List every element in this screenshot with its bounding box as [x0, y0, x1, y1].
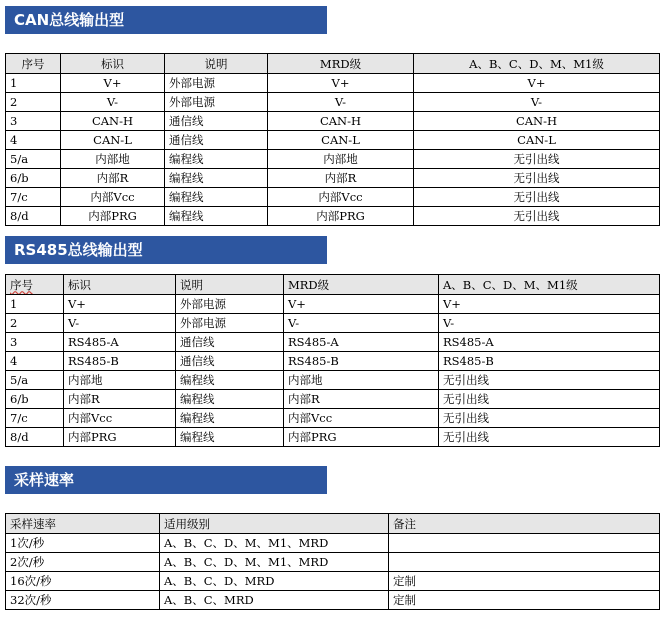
table-cell: 1次/秒: [6, 534, 160, 553]
header-cell: 序号: [6, 54, 61, 74]
table-cell: 内部PRG: [61, 207, 165, 226]
table-header-row: [6, 275, 660, 295]
header-cell: MRD级: [284, 275, 439, 295]
table-cell: 无引出线: [414, 188, 660, 207]
rate-section-title: 采样速率: [5, 466, 327, 494]
table-cell: 编程线: [165, 169, 268, 188]
table-header-row: [6, 514, 660, 534]
table-cell: 8/d: [6, 207, 61, 226]
can-pin-table: [5, 53, 660, 226]
table-cell: 通信线: [165, 112, 268, 131]
table-cell: CAN-H: [414, 112, 660, 131]
table-cell: 内部Vcc: [284, 409, 439, 428]
can-table-body: [6, 74, 660, 226]
header-cell: MRD级: [268, 54, 414, 74]
rs485-section-title: RS485总线输出型: [5, 236, 327, 264]
header-cell: 说明: [165, 54, 268, 74]
table-row: [6, 553, 660, 572]
table-cell: 内部地: [64, 371, 176, 390]
table-cell: 内部地: [268, 150, 414, 169]
table-cell: CAN-L: [414, 131, 660, 150]
table-cell: 内部PRG: [268, 207, 414, 226]
table-row: [6, 93, 660, 112]
table-cell: 6/b: [6, 169, 61, 188]
table-row: [6, 572, 660, 591]
table-row: [6, 207, 660, 226]
table-cell: 内部R: [61, 169, 165, 188]
header-cell: 标识: [61, 54, 165, 74]
table-cell: 外部电源: [165, 93, 268, 112]
table-cell: V-: [64, 314, 176, 333]
table-cell: 内部PRG: [64, 428, 176, 447]
table-cell: 2: [6, 93, 61, 112]
table-cell: 3: [6, 333, 64, 352]
table-row: [6, 74, 660, 93]
table-row: [6, 131, 660, 150]
table-cell: 内部R: [268, 169, 414, 188]
table-cell: 5/a: [6, 150, 61, 169]
table-cell: CAN-H: [61, 112, 165, 131]
header-cell: 说明: [176, 275, 284, 295]
table-cell: RS485-B: [64, 352, 176, 371]
table-cell: [389, 534, 660, 553]
table-cell: 内部地: [284, 371, 439, 390]
table-row: [6, 371, 660, 390]
table-cell: 通信线: [176, 333, 284, 352]
table-row: [6, 295, 660, 314]
table-cell: 6/b: [6, 390, 64, 409]
header-cell: 标识: [64, 275, 176, 295]
table-cell: 5/a: [6, 371, 64, 390]
table-cell: 编程线: [176, 409, 284, 428]
table-cell: 编程线: [176, 390, 284, 409]
table-cell: 无引出线: [414, 169, 660, 188]
table-cell: V-: [439, 314, 660, 333]
table-cell: 7/c: [6, 409, 64, 428]
table-cell: CAN-L: [61, 131, 165, 150]
rs485-pin-table: [5, 274, 660, 447]
table-cell: A、B、C、D、M、M1、MRD: [160, 534, 389, 553]
table-cell: 无引出线: [439, 390, 660, 409]
table-cell: V+: [64, 295, 176, 314]
rate-table-body: [6, 534, 660, 610]
table-cell: 内部PRG: [284, 428, 439, 447]
table-cell: 2次/秒: [6, 553, 160, 572]
table-row: [6, 314, 660, 333]
table-cell: 编程线: [176, 428, 284, 447]
table-row: [6, 188, 660, 207]
table-cell: CAN-H: [268, 112, 414, 131]
table-cell: 编程线: [165, 150, 268, 169]
table-row: [6, 333, 660, 352]
table-cell: 无引出线: [439, 409, 660, 428]
table-cell: 内部Vcc: [268, 188, 414, 207]
table-cell: A、B、C、MRD: [160, 591, 389, 610]
rs485-table-body: [6, 295, 660, 447]
table-row: [6, 352, 660, 371]
table-cell: 8/d: [6, 428, 64, 447]
table-cell: 16次/秒: [6, 572, 160, 591]
table-cell: 通信线: [165, 131, 268, 150]
table-cell: 32次/秒: [6, 591, 160, 610]
table-cell: 1: [6, 295, 64, 314]
table-cell: V-: [284, 314, 439, 333]
table-cell: V+: [414, 74, 660, 93]
table-cell: 内部地: [61, 150, 165, 169]
table-cell: 无引出线: [439, 428, 660, 447]
header-cell: A、B、C、D、M、M1级: [414, 54, 660, 74]
table-cell: V-: [268, 93, 414, 112]
table-cell: V+: [284, 295, 439, 314]
table-cell: 定制: [389, 591, 660, 610]
table-cell: 定制: [389, 572, 660, 591]
table-cell: 内部Vcc: [64, 409, 176, 428]
table-row: [6, 112, 660, 131]
table-cell: RS485-A: [284, 333, 439, 352]
table-cell: RS485-B: [284, 352, 439, 371]
table-cell: 编程线: [165, 188, 268, 207]
header-cell: 适用级别: [160, 514, 389, 534]
table-cell: V+: [268, 74, 414, 93]
table-cell: 7/c: [6, 188, 61, 207]
table-cell: 编程线: [176, 371, 284, 390]
table-cell: 内部Vcc: [61, 188, 165, 207]
table-cell: V+: [61, 74, 165, 93]
header-cell: 采样速率: [6, 514, 160, 534]
table-row: [6, 428, 660, 447]
header-cell: A、B、C、D、M、M1级: [439, 275, 660, 295]
table-cell: V-: [61, 93, 165, 112]
table-cell: 2: [6, 314, 64, 333]
table-cell: RS485-B: [439, 352, 660, 371]
table-cell: RS485-A: [64, 333, 176, 352]
table-cell: 内部R: [284, 390, 439, 409]
table-cell: 无引出线: [414, 150, 660, 169]
table-row: [6, 591, 660, 610]
table-row: [6, 150, 660, 169]
table-cell: 通信线: [176, 352, 284, 371]
table-cell: A、B、C、D、M、M1、MRD: [160, 553, 389, 572]
table-cell: RS485-A: [439, 333, 660, 352]
table-cell: [389, 553, 660, 572]
table-row: [6, 390, 660, 409]
header-cell: 序号: [6, 275, 64, 295]
table-cell: 4: [6, 352, 64, 371]
table-cell: 1: [6, 74, 61, 93]
sampling-rate-table: [5, 513, 660, 610]
table-header-row: [6, 54, 660, 74]
table-row: [6, 534, 660, 553]
table-cell: 编程线: [165, 207, 268, 226]
table-cell: CAN-L: [268, 131, 414, 150]
table-cell: 4: [6, 131, 61, 150]
can-section-title: CAN总线输出型: [5, 6, 327, 34]
table-cell: 3: [6, 112, 61, 131]
table-cell: V-: [414, 93, 660, 112]
table-cell: 外部电源: [176, 295, 284, 314]
header-cell: 备注: [389, 514, 660, 534]
table-cell: 无引出线: [414, 207, 660, 226]
table-cell: 内部R: [64, 390, 176, 409]
table-cell: 无引出线: [439, 371, 660, 390]
table-cell: V+: [439, 295, 660, 314]
table-cell: A、B、C、D、MRD: [160, 572, 389, 591]
table-cell: 外部电源: [165, 74, 268, 93]
table-row: [6, 409, 660, 428]
table-cell: 外部电源: [176, 314, 284, 333]
table-row: [6, 169, 660, 188]
